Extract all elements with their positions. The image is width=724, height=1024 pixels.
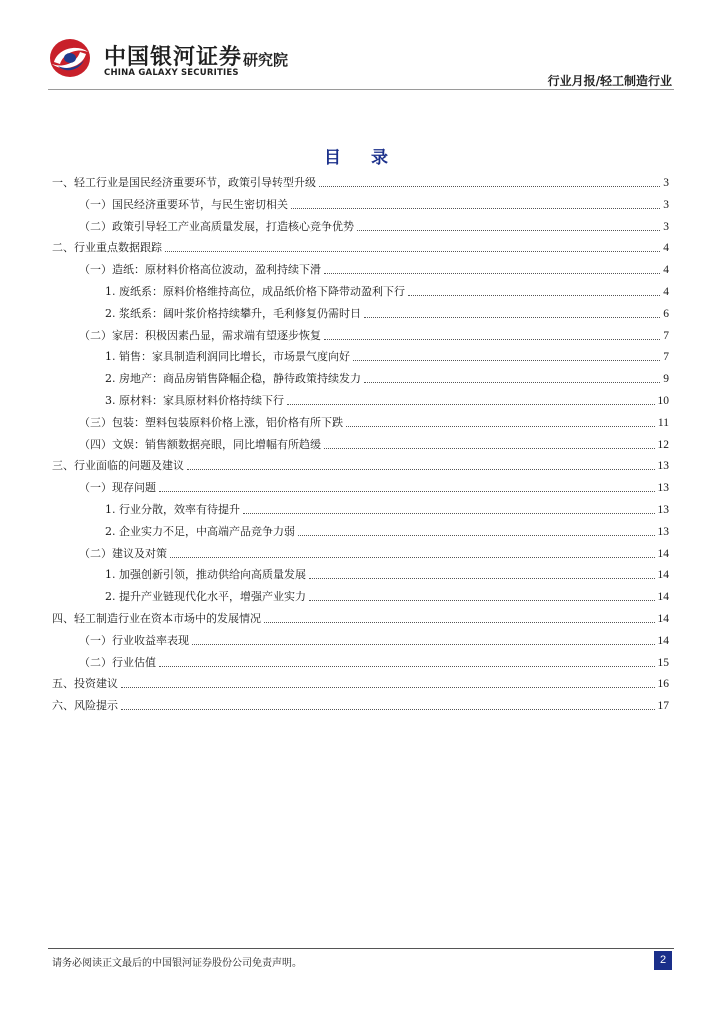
toc-entry[interactable] (105, 589, 669, 605)
toc-entry-label: 1. 行业分散，效率有待提升 (105, 503, 240, 516)
toc-leader-dots (264, 622, 655, 623)
toc-entry-page: 7 (663, 329, 669, 342)
toc-leader-dots (364, 317, 660, 318)
toc-entry[interactable] (52, 240, 669, 256)
footer-divider (48, 948, 674, 949)
toc-entry[interactable] (105, 502, 669, 518)
toc-leader-dots (309, 600, 655, 601)
toc-entry-label: （一）造纸：原材料价格高位波动，盈利持续下滑 (79, 263, 321, 277)
toc-entry[interactable] (52, 175, 669, 191)
toc-entry[interactable] (79, 219, 669, 235)
toc-entry-page: 4 (663, 242, 669, 255)
toc-entry-page: 3 (663, 220, 669, 233)
toc-entry[interactable] (79, 633, 669, 649)
toc-leader-dots (192, 644, 655, 645)
toc-leader-dots (324, 339, 660, 340)
toc-leader-dots (159, 666, 655, 667)
brand-name-cn: 中国银河证券 (104, 45, 243, 70)
toc-leader-dots (298, 535, 655, 536)
toc-entry-label: 五、投资建议 (52, 677, 118, 691)
toc-entry[interactable] (105, 349, 669, 365)
toc-entry-page: 3 (663, 177, 669, 189)
report-type: 行业月报/轻工制造行业 (547, 74, 672, 88)
toc-entry-label: 1. 废纸系：原料价格维持高位，成品纸价格下降带动盈利下行 (105, 285, 405, 298)
toc-entry-label: 六、风险提示 (52, 699, 118, 713)
toc-entry-label: 四、轻工制造行业在资本市场中的发展情况 (52, 612, 261, 625)
toc-entry-label: 2. 提升产业链现代化水平，增强产业实力 (105, 590, 306, 604)
toc-entry[interactable] (105, 306, 669, 322)
toc-leader-dots (287, 404, 655, 405)
toc-entry[interactable] (79, 262, 669, 278)
toc-entry-page: 6 (663, 307, 669, 320)
footer-disclaimer: 请务必阅读正文最后的中国银河证券股份公司免责声明。 (52, 958, 302, 969)
toc-entry[interactable] (52, 611, 669, 627)
toc-entry-page: 14 (657, 634, 669, 647)
toc-entry[interactable] (79, 480, 669, 496)
toc-leader-dots (187, 469, 655, 470)
toc-entry-label: 2. 房地产：商品房销售降幅企稳，静待政策持续发力 (105, 372, 361, 386)
brand-name-en: CHINA GALAXY SECURITIES (104, 68, 239, 78)
toc-entry-page: 13 (657, 482, 669, 495)
brand-institute: 研究院 (243, 51, 289, 69)
toc-entry-page: 16 (657, 678, 669, 691)
toc-leader-dots (357, 230, 660, 231)
toc-entry[interactable] (52, 698, 669, 714)
toc-leader-dots (324, 448, 655, 449)
toc-entry-label: （一）行业收益率表现 (79, 633, 189, 647)
toc-entry-page: 15 (657, 656, 669, 669)
toc-leader-dots (243, 513, 655, 514)
toc-entry-page: 4 (663, 286, 669, 298)
toc-entry[interactable] (105, 284, 669, 300)
toc-entry-page: 13 (657, 525, 669, 538)
page-header (0, 0, 724, 92)
toc-entry-page: 4 (663, 264, 669, 277)
toc-entry-page: 14 (657, 613, 669, 625)
toc-entry-label: 2. 浆纸系：阔叶浆价格持续攀升，毛利修复仍需时日 (105, 306, 361, 320)
toc-entry-label: 1. 销售：家具制造利润同比增长，市场景气度向好 (105, 350, 350, 364)
toc-leader-dots (291, 208, 660, 209)
toc-entry-page: 13 (657, 460, 669, 473)
toc-entry-label: （三）包装：塑料包装原料价格上涨，铝价格有所下跌 (79, 415, 343, 429)
toc-entry-page: 14 (657, 569, 669, 582)
toc-entry-label: 二、行业重点数据跟踪 (52, 241, 162, 255)
toc-entry-page: 14 (657, 547, 669, 560)
toc-leader-dots (408, 295, 660, 296)
toc-entry-page: 3 (663, 198, 669, 211)
toc-entry[interactable] (105, 524, 669, 540)
toc-entry-label: （二）建议及对策 (79, 546, 167, 560)
toc-entry-page: 10 (657, 395, 669, 407)
header-divider (48, 89, 674, 90)
toc-entry-label: （二）政策引导轻工产业高质量发展，打造核心竞争优势 (79, 219, 354, 233)
toc-entry-page: 17 (657, 700, 669, 713)
toc-entry[interactable] (79, 437, 669, 453)
toc-entry[interactable] (79, 415, 669, 431)
toc-entry[interactable] (105, 567, 669, 583)
toc-leader-dots (324, 273, 660, 274)
toc-leader-dots (353, 360, 660, 361)
toc-entry[interactable] (79, 197, 669, 213)
toc-entry[interactable] (52, 458, 669, 474)
toc-entry-label: （四）文娱：销售额数据亮眼，同比增幅有所趋缓 (79, 437, 321, 451)
toc-entry-label: （二）行业估值 (79, 655, 156, 669)
toc-leader-dots (309, 578, 655, 579)
toc-entry-label: 一、轻工行业是国民经济重要环节，政策引导转型升级 (52, 176, 316, 189)
toc-entry-label: （一）国民经济重要环节，与民生密切相关 (79, 197, 288, 211)
toc-leader-dots (159, 491, 655, 492)
toc-entry[interactable] (79, 546, 669, 562)
toc-entry-page: 12 (657, 438, 669, 451)
toc-entry[interactable] (79, 328, 669, 344)
toc-title: 目 录 (324, 148, 400, 168)
toc-leader-dots (170, 557, 655, 558)
toc-leader-dots (364, 382, 660, 383)
toc-leader-dots (346, 426, 655, 427)
toc-entry[interactable] (52, 676, 669, 692)
toc-entry-label: （二）家居：积极因素凸显，需求端有望逐步恢复 (79, 328, 321, 342)
toc-leader-dots (121, 687, 655, 688)
toc-entry-page: 13 (657, 504, 669, 516)
toc-entry-label: 1. 加强创新引领，推动供给向高质量发展 (105, 568, 306, 582)
toc-entry-page: 14 (657, 591, 669, 604)
toc-entry[interactable] (105, 393, 669, 409)
toc-entry[interactable] (79, 655, 669, 671)
page-number: 2 (654, 951, 672, 970)
toc-entry-label: 3. 原材料：家具原材料价格持续下行 (105, 394, 284, 407)
toc-leader-dots (121, 709, 655, 710)
toc-entry-label: （一）现存问题 (79, 481, 156, 495)
toc-entry-page: 7 (663, 351, 669, 364)
toc-entry[interactable] (105, 371, 669, 387)
galaxy-swirl-logo-icon (48, 36, 92, 80)
toc-entry-label: 2. 企业实力不足，中高端产品竞争力弱 (105, 524, 295, 538)
toc-entry-page: 11 (657, 416, 669, 429)
toc-leader-dots (319, 186, 660, 187)
toc-entry-page: 9 (663, 373, 669, 386)
toc-entry-label: 三、行业面临的问题及建议 (52, 459, 184, 473)
toc-leader-dots (165, 251, 660, 252)
